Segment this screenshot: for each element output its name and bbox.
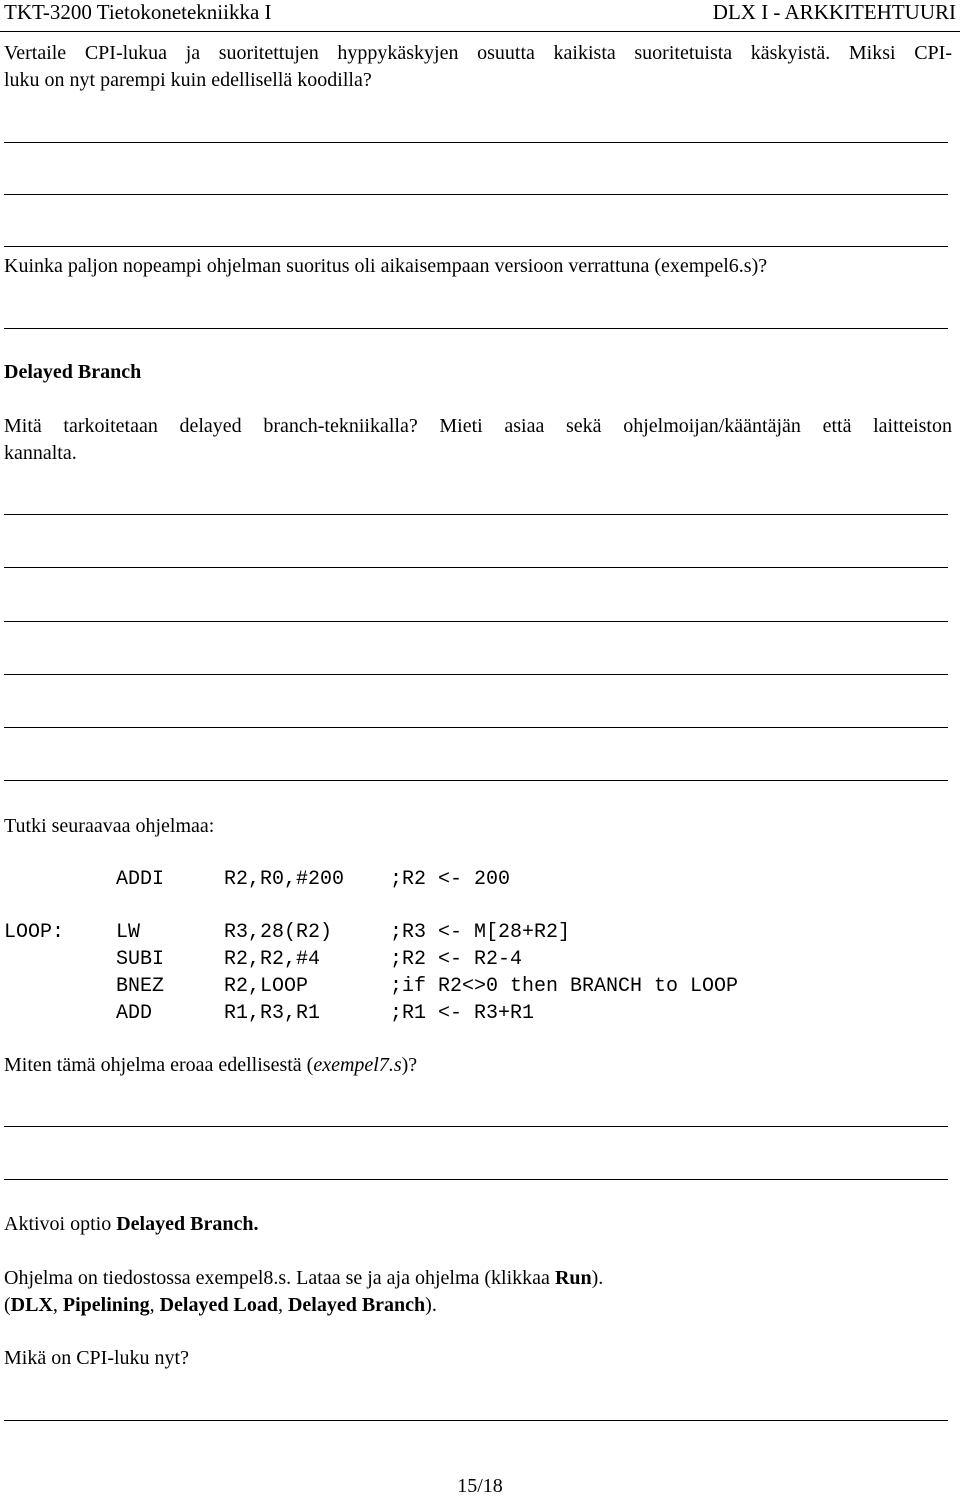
code-operands: R2,R0,#200: [224, 868, 345, 891]
answer-line[interactable]: [4, 1179, 948, 1180]
answer-line[interactable]: [4, 674, 948, 675]
instruction-run-line1: [4, 1267, 603, 1290]
instruction-run-button-name: Run: [554, 1267, 592, 1289]
separator: ,: [52, 1294, 63, 1316]
option-delayed-branch: Delayed Branch: [287, 1294, 426, 1316]
code-operands: R2,R2,#4: [224, 948, 321, 971]
answer-line[interactable]: [4, 194, 948, 195]
question-difference-prefix: Miten tämä ohjelma eroaa edellisestä (: [4, 1054, 314, 1076]
code-operands: R1,R3,R1: [224, 1002, 321, 1025]
answer-line[interactable]: [4, 1126, 948, 1127]
question-difference-suffix: )?: [401, 1054, 418, 1076]
answer-line[interactable]: [4, 780, 948, 781]
paren-close: ).: [425, 1294, 437, 1316]
question-cpi-compare-line1: Vertaile CPI-lukua ja suoritettujen hyppykäskyjen osuutta kaikista suoritetuista käskyistä. Miksi CPI-: [4, 42, 952, 64]
code-comment: ;R3 <- M[28+R2]: [390, 921, 571, 944]
answer-line[interactable]: [4, 1420, 948, 1421]
answer-line[interactable]: [4, 142, 948, 143]
code-label: LOOP:: [4, 921, 65, 944]
answer-line[interactable]: [4, 328, 948, 329]
instruction-activate-prefix: Aktivoi optio: [4, 1213, 117, 1235]
instruction-activate: [4, 1213, 258, 1236]
instruction-run-prefix: Ohjelma on tiedostossa exempel8.s. Lataa se ja aja ohjelma (klikkaa: [4, 1267, 555, 1289]
question-difference: [4, 1054, 417, 1077]
code-opcode: LW: [116, 921, 141, 944]
instruction-run-line2: [4, 1294, 437, 1317]
question-cpi-compare-line2: luku on nyt parempi kuin edellisellä koodilla?: [4, 69, 372, 91]
code-opcode: ADD: [116, 1002, 153, 1025]
answer-line[interactable]: [4, 567, 948, 568]
answer-line[interactable]: [4, 727, 948, 728]
page-number: 15/18: [457, 1475, 503, 1497]
code-opcode: ADDI: [116, 868, 165, 891]
code-operands: R3,28(R2): [224, 921, 333, 944]
code-opcode: BNEZ: [116, 975, 165, 998]
option-dlx: DLX: [10, 1294, 53, 1316]
option-delayed-load: Delayed Load: [159, 1294, 278, 1316]
question-cpi-now: Mikä on CPI-luku nyt?: [4, 1347, 189, 1369]
code-comment: ;if R2<>0 then BRANCH to LOOP: [390, 975, 739, 998]
section-heading-delayed-branch: Delayed Branch: [4, 361, 142, 383]
header-section-title: DLX I - ARKKITEHTUURI: [712, 0, 956, 24]
question-delayed-branch-line1: Mitä tarkoitetaan delayed branch-tekniikalla? Mieti asiaa sekä ohjelmoijan/kääntäjän että laitteiston: [4, 415, 952, 437]
question-difference-filename: exempel7.s: [313, 1054, 402, 1076]
code-comment: ;R2 <- R2-4: [390, 948, 523, 971]
code-operands: R2,LOOP: [224, 975, 309, 998]
separator: ,: [149, 1294, 160, 1316]
answer-line[interactable]: [4, 514, 948, 515]
question-delayed-branch-line2: kannalta.: [4, 442, 77, 464]
code-opcode: SUBI: [116, 948, 165, 971]
paren-open: (: [4, 1294, 11, 1316]
instruction-run-suffix: ).: [591, 1267, 604, 1289]
option-pipelining: Pipelining: [62, 1294, 150, 1316]
answer-line[interactable]: [4, 246, 948, 247]
header-rule: [0, 31, 960, 32]
header-course-title: TKT-3200 Tietokonetekniikka I: [4, 0, 272, 24]
instruction-activate-option: Delayed Branch.: [116, 1213, 259, 1235]
code-comment: ;R1 <- R3+R1: [390, 1002, 535, 1025]
answer-line[interactable]: [4, 621, 948, 622]
code-comment: ;R2 <- 200: [390, 868, 511, 891]
question-speedup: Kuinka paljon nopeampi ohjelman suoritus oli aikaisempaan versioon verrattuna (exempel6.s)?: [4, 255, 768, 277]
program-intro: Tutki seuraavaa ohjelmaa:: [4, 815, 215, 837]
separator: ,: [277, 1294, 288, 1316]
